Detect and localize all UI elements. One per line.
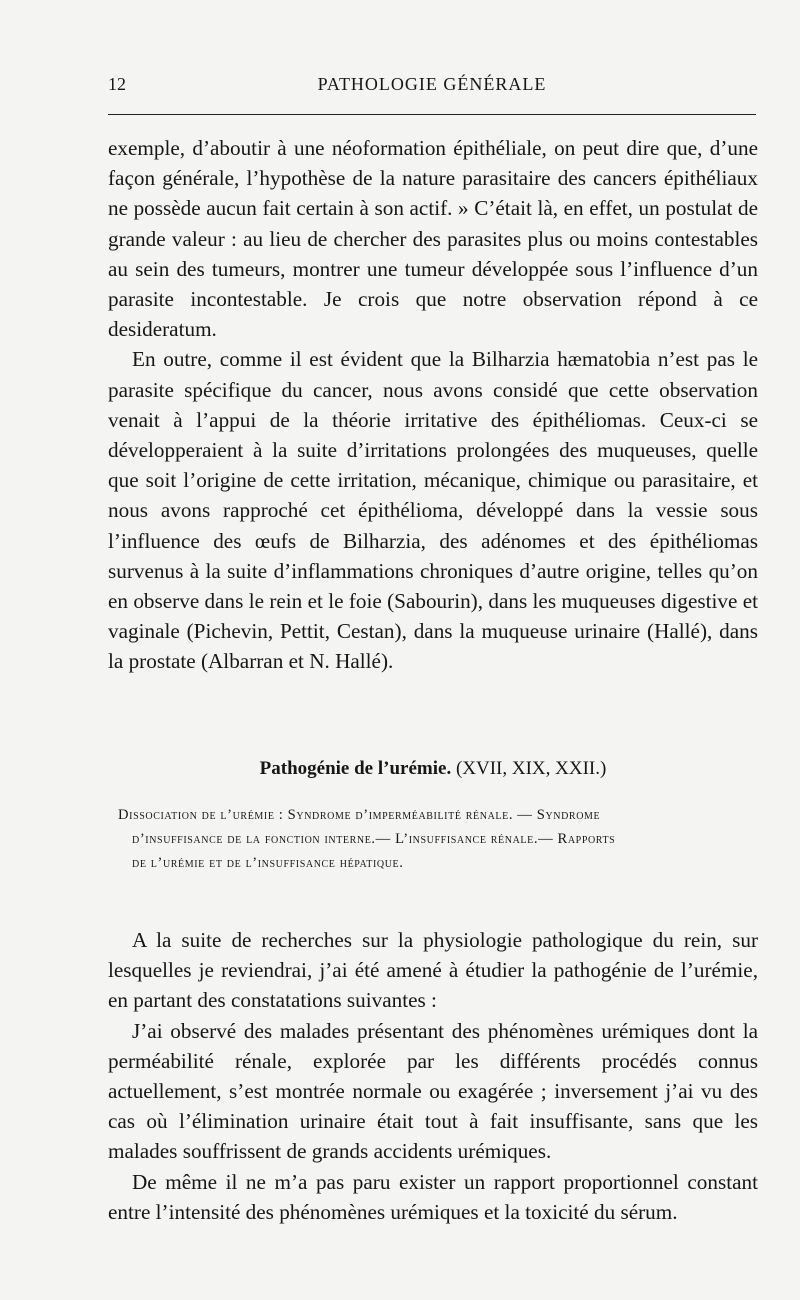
summary-line: de l’urémie et de l’insuffisance hépatique.: [132, 855, 404, 871]
section-title-text: Pathogénie de l’urémie.: [259, 758, 452, 779]
header-rule: [108, 114, 756, 115]
section-summary: [118, 803, 758, 875]
summary-line: d’insuffisance de la fonction interne.— L’insuffisance rénale.— Rapports: [132, 831, 616, 847]
summary-line: Dissociation de l’urémie : Syndrome d’imperméabilité rénale. — Syndrome: [118, 807, 601, 823]
page-header: [108, 74, 756, 100]
body-text-bottom: [108, 925, 758, 1227]
section-title: [108, 758, 758, 780]
paragraph: De même il ne m’a pas paru exister un rapport proportionnel constant entre l’intensité des phénomènes urémiques et la toxicité du sérum.: [108, 1169, 758, 1224]
paragraph: J’ai observé des malades présentant des phénomènes urémiques dont la perméabilité rénale, explorée par les différents procédés connus actuellement, s’est montrée normale ou exagérée ; inversement j’ai vu des cas où l’élimination urinaire était tout à fait insuffisante, sans que les malades souffrissent de grands accidents urémiques.: [108, 1018, 758, 1164]
page-number: 12: [108, 74, 126, 94]
section-references: (XVII, XIX, XXII.): [455, 758, 607, 779]
paragraph: A la suite de recherches sur la physiologie pathologique du rein, sur lesquelles je reviendrai, j’ai été amené à étudier la pathogénie de l’urémie, en partant des constatations suivantes :: [108, 928, 758, 1013]
paragraph: exemple, d’aboutir à une néoformation épithéliale, on peut dire que, d’une façon générale, l’hypothèse de la nature parasitaire des cancers épithéliaux ne possède aucun fait certain à son actif. » C’était là, en effet, un postulat de grande valeur : au lieu de chercher des parasites plus ou moins contestables au sein des tumeurs, montrer une tumeur développée sous l’influence d’un parasite incontestable. Je crois que notre observation répond à ce desideratum.: [108, 136, 758, 342]
running-title: PATHOLOGIE GÉNÉRALE: [317, 74, 547, 94]
paragraph: En outre, comme il est évident que la Bilharzia hæmatobia n’est pas le parasite spécifique du cancer, nous avons considé que cette observation venait à l’appui de la théorie irritative des épithéliomas. Ceux-ci se développeraient à la suite d’irritations prolongées des muqueuses, quelle que soit l’origine de cette irritation, mécanique, chimique ou parasitaire, et nous avons rapproché cet épithélioma, développé dans la vessie sous l’influence des œufs de Bilharzia, des adénomes et des épithéliomas survenus à la suite d’inflammations chroniques d’autre origine, telles qu’on en observe dans le rein et le foie (Sabourin), dans les muqueuses digestive et vaginale (Pichevin, Pettit, Cestan), dans la muqueuse urinaire (Hallé), dans la prostate (Albarran et N. Hallé).: [108, 347, 758, 674]
body-text-top: [108, 133, 758, 677]
